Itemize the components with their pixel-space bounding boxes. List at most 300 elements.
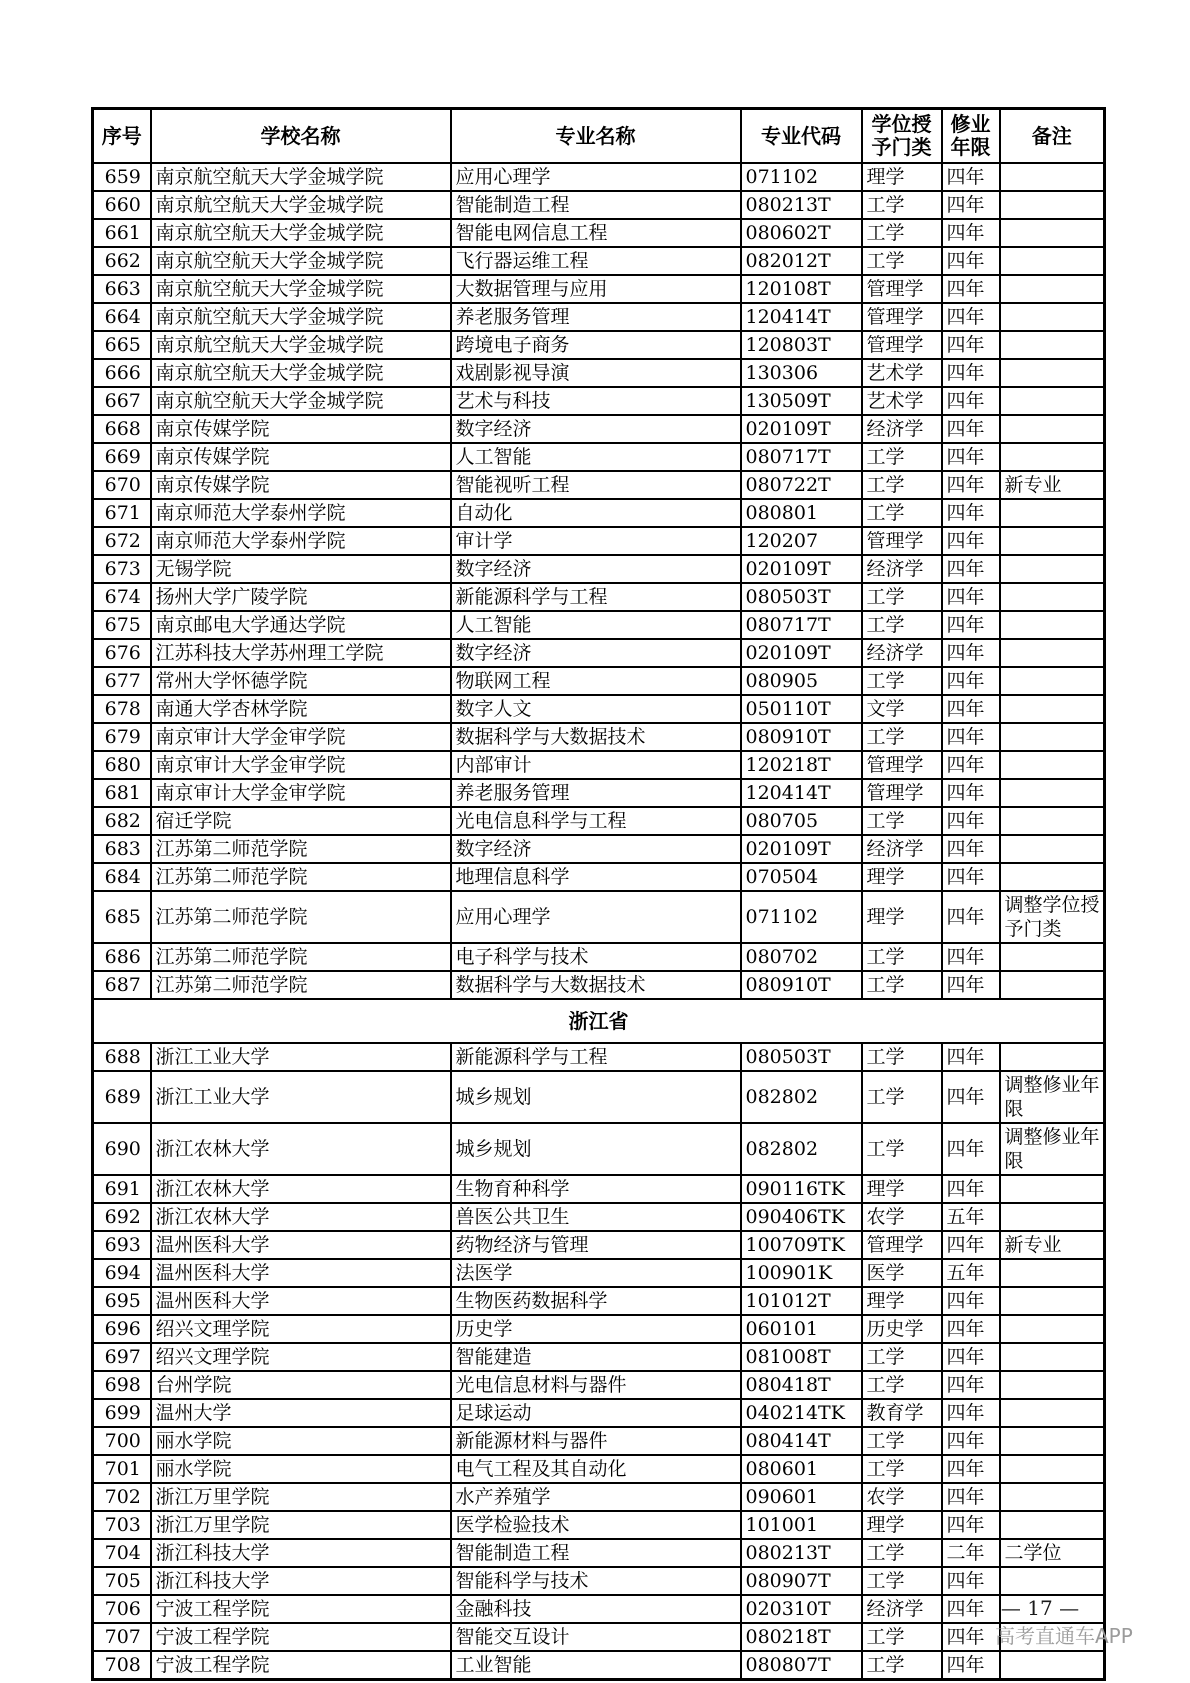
cell-school: 浙江万里学院 [151, 1511, 451, 1539]
cell-years: 四年 [942, 415, 1000, 443]
table-row [93, 163, 1105, 191]
table-row [93, 1623, 1105, 1651]
cell-no: 697 [93, 1343, 151, 1371]
cell-degree: 工学 [862, 247, 942, 275]
cell-no: 695 [93, 1287, 151, 1315]
cell-no: 673 [93, 555, 151, 583]
cell-school: 浙江农林大学 [151, 1123, 451, 1175]
table-row [93, 359, 1105, 387]
cell-note: 调整修业年限 [1000, 1071, 1105, 1123]
cell-no: 705 [93, 1567, 151, 1595]
cell-major: 新能源科学与工程 [451, 583, 741, 611]
cell-no: 701 [93, 1455, 151, 1483]
cell-major: 数据科学与大数据技术 [451, 723, 741, 751]
cell-no: 694 [93, 1259, 151, 1287]
table-row [93, 971, 1105, 999]
cell-school: 无锡学院 [151, 555, 451, 583]
cell-years: 四年 [942, 779, 1000, 807]
cell-note [1000, 971, 1105, 999]
cell-degree: 工学 [862, 1623, 942, 1651]
cell-no: 704 [93, 1539, 151, 1567]
cell-school: 宁波工程学院 [151, 1623, 451, 1651]
cell-note [1000, 191, 1105, 219]
cell-no: 675 [93, 611, 151, 639]
table-row [93, 527, 1105, 555]
cell-years: 四年 [942, 191, 1000, 219]
cell-degree: 理学 [862, 1287, 942, 1315]
cell-code: 080213T [741, 191, 862, 219]
table-row [93, 723, 1105, 751]
cell-major: 药物经济与管理 [451, 1231, 741, 1259]
cell-no: 659 [93, 163, 151, 191]
table-row [93, 667, 1105, 695]
cell-school: 江苏第二师范学院 [151, 835, 451, 863]
cell-code: 082802 [741, 1071, 862, 1123]
cell-major: 内部审计 [451, 751, 741, 779]
cell-code: 130509T [741, 387, 862, 415]
cell-degree: 工学 [862, 1071, 942, 1123]
cell-note [1000, 1455, 1105, 1483]
cell-years: 四年 [942, 611, 1000, 639]
cell-no: 684 [93, 863, 151, 891]
cell-code: 020109T [741, 555, 862, 583]
cell-code: 020109T [741, 835, 862, 863]
cell-years: 四年 [942, 723, 1000, 751]
cell-school: 南京航空航天大学金城学院 [151, 387, 451, 415]
cell-degree: 管理学 [862, 1231, 942, 1259]
cell-major: 智能电网信息工程 [451, 219, 741, 247]
cell-years: 四年 [942, 443, 1000, 471]
table-row [93, 583, 1105, 611]
cell-code: 080705 [741, 807, 862, 835]
cell-note [1000, 1343, 1105, 1371]
cell-major: 电子科学与技术 [451, 943, 741, 971]
cell-school: 温州医科大学 [151, 1231, 451, 1259]
cell-no: 680 [93, 751, 151, 779]
cell-degree: 历史学 [862, 1315, 942, 1343]
cell-years: 四年 [942, 1123, 1000, 1175]
cell-note [1000, 1399, 1105, 1427]
cell-major: 电气工程及其自动化 [451, 1455, 741, 1483]
cell-school: 江苏第二师范学院 [151, 891, 451, 943]
cell-code: 080213T [741, 1539, 862, 1567]
cell-no: 667 [93, 387, 151, 415]
cell-degree: 工学 [862, 443, 942, 471]
cell-major: 医学检验技术 [451, 1511, 741, 1539]
cell-major: 工业智能 [451, 1651, 741, 1680]
table-body [93, 163, 1105, 1680]
cell-major: 数字经济 [451, 835, 741, 863]
cell-code: 090116TK [741, 1175, 862, 1203]
cell-no: 679 [93, 723, 151, 751]
cell-note [1000, 415, 1105, 443]
cell-degree: 工学 [862, 1043, 942, 1071]
cell-degree: 工学 [862, 219, 942, 247]
cell-degree: 工学 [862, 807, 942, 835]
cell-note [1000, 555, 1105, 583]
cell-degree: 工学 [862, 583, 942, 611]
cell-school: 南京航空航天大学金城学院 [151, 331, 451, 359]
cell-school: 南京航空航天大学金城学院 [151, 163, 451, 191]
cell-major: 城乡规划 [451, 1071, 741, 1123]
table-row [93, 779, 1105, 807]
cell-school: 南京航空航天大学金城学院 [151, 303, 451, 331]
cell-degree: 理学 [862, 163, 942, 191]
table-row [93, 751, 1105, 779]
table-row [93, 1231, 1105, 1259]
cell-no: 668 [93, 415, 151, 443]
watermark: 高考直通车APP [995, 1624, 1133, 1648]
cell-code: 080801 [741, 499, 862, 527]
cell-no: 689 [93, 1071, 151, 1123]
cell-school: 浙江科技大学 [151, 1539, 451, 1567]
cell-major: 水产养殖学 [451, 1483, 741, 1511]
cell-major: 数字经济 [451, 639, 741, 667]
table-row [93, 1259, 1105, 1287]
table-row [93, 943, 1105, 971]
cell-school: 宿迁学院 [151, 807, 451, 835]
cell-note [1000, 583, 1105, 611]
cell-years: 四年 [942, 751, 1000, 779]
cell-code: 101001 [741, 1511, 862, 1539]
cell-degree: 工学 [862, 611, 942, 639]
cell-note [1000, 1175, 1105, 1203]
cell-degree: 管理学 [862, 751, 942, 779]
table-row [93, 891, 1105, 943]
header-major: 专业名称 [451, 109, 741, 164]
cell-no: 665 [93, 331, 151, 359]
cell-no: 687 [93, 971, 151, 999]
cell-years: 四年 [942, 807, 1000, 835]
cell-degree: 工学 [862, 1651, 942, 1680]
cell-school: 南京师范大学泰州学院 [151, 527, 451, 555]
table-header [93, 109, 1105, 164]
cell-degree: 工学 [862, 1427, 942, 1455]
header-years: 修业年限 [942, 109, 1000, 164]
table-row [93, 1343, 1105, 1371]
cell-degree: 文学 [862, 695, 942, 723]
cell-school: 南京传媒学院 [151, 471, 451, 499]
cell-years: 四年 [942, 275, 1000, 303]
table-row [93, 835, 1105, 863]
cell-school: 南京航空航天大学金城学院 [151, 359, 451, 387]
cell-note: 新专业 [1000, 1231, 1105, 1259]
table-row [93, 471, 1105, 499]
cell-years: 四年 [942, 1071, 1000, 1123]
table-row [93, 1595, 1105, 1623]
cell-no: 677 [93, 667, 151, 695]
cell-school: 江苏科技大学苏州理工学院 [151, 639, 451, 667]
cell-code: 080503T [741, 583, 862, 611]
cell-degree: 管理学 [862, 331, 942, 359]
cell-major: 城乡规划 [451, 1123, 741, 1175]
cell-years: 四年 [942, 1287, 1000, 1315]
cell-school: 江苏第二师范学院 [151, 863, 451, 891]
table-row [93, 639, 1105, 667]
cell-degree: 工学 [862, 971, 942, 999]
cell-major: 人工智能 [451, 611, 741, 639]
cell-degree: 经济学 [862, 835, 942, 863]
cell-school: 南京审计大学金审学院 [151, 723, 451, 751]
cell-degree: 经济学 [862, 639, 942, 667]
cell-major: 智能交互设计 [451, 1623, 741, 1651]
cell-note [1000, 863, 1105, 891]
cell-major: 数据科学与大数据技术 [451, 971, 741, 999]
cell-degree: 理学 [862, 1511, 942, 1539]
cell-degree: 理学 [862, 863, 942, 891]
cell-note [1000, 1203, 1105, 1231]
cell-school: 南京审计大学金审学院 [151, 779, 451, 807]
cell-degree: 工学 [862, 471, 942, 499]
cell-code: 020109T [741, 639, 862, 667]
table-row [93, 1371, 1105, 1399]
cell-code: 080907T [741, 1567, 862, 1595]
cell-school: 浙江工业大学 [151, 1043, 451, 1071]
cell-note [1000, 667, 1105, 695]
cell-major: 智能视听工程 [451, 471, 741, 499]
cell-degree: 工学 [862, 1371, 942, 1399]
table-row [93, 1399, 1105, 1427]
cell-years: 四年 [942, 891, 1000, 943]
cell-code: 090601 [741, 1483, 862, 1511]
cell-no: 693 [93, 1231, 151, 1259]
cell-no: 678 [93, 695, 151, 723]
cell-note [1000, 163, 1105, 191]
cell-no: 690 [93, 1123, 151, 1175]
cell-no: 664 [93, 303, 151, 331]
table-row [93, 1287, 1105, 1315]
cell-degree: 艺术学 [862, 359, 942, 387]
cell-no: 692 [93, 1203, 151, 1231]
cell-school: 温州医科大学 [151, 1259, 451, 1287]
cell-degree: 工学 [862, 1455, 942, 1483]
cell-years: 四年 [942, 1175, 1000, 1203]
table-row [93, 415, 1105, 443]
cell-years: 四年 [942, 1231, 1000, 1259]
cell-school: 丽水学院 [151, 1427, 451, 1455]
cell-no: 674 [93, 583, 151, 611]
cell-major: 审计学 [451, 527, 741, 555]
cell-code: 080702 [741, 943, 862, 971]
table-row [93, 1455, 1105, 1483]
cell-major: 兽医公共卫生 [451, 1203, 741, 1231]
cell-years: 四年 [942, 1595, 1000, 1623]
cell-no: 698 [93, 1371, 151, 1399]
header-note: 备注 [1000, 109, 1105, 164]
cell-code: 071102 [741, 163, 862, 191]
table-row [93, 443, 1105, 471]
cell-code: 080601 [741, 1455, 862, 1483]
cell-degree: 管理学 [862, 527, 942, 555]
cell-years: 四年 [942, 1511, 1000, 1539]
table-row [93, 1539, 1105, 1567]
cell-note [1000, 1371, 1105, 1399]
cell-years: 四年 [942, 1399, 1000, 1427]
cell-major: 戏剧影视导演 [451, 359, 741, 387]
cell-degree: 管理学 [862, 779, 942, 807]
cell-years: 四年 [942, 835, 1000, 863]
cell-no: 696 [93, 1315, 151, 1343]
cell-no: 671 [93, 499, 151, 527]
cell-years: 四年 [942, 863, 1000, 891]
cell-no: 688 [93, 1043, 151, 1071]
cell-code: 040214TK [741, 1399, 862, 1427]
table-row [93, 247, 1105, 275]
cell-years: 四年 [942, 1623, 1000, 1651]
cell-code: 080910T [741, 971, 862, 999]
cell-major: 金融科技 [451, 1595, 741, 1623]
cell-code: 100709TK [741, 1231, 862, 1259]
cell-school: 温州大学 [151, 1399, 451, 1427]
cell-school: 宁波工程学院 [151, 1595, 451, 1623]
cell-school: 宁波工程学院 [151, 1651, 451, 1680]
cell-years: 四年 [942, 639, 1000, 667]
cell-years: 四年 [942, 527, 1000, 555]
cell-no: 700 [93, 1427, 151, 1455]
cell-years: 四年 [942, 359, 1000, 387]
cell-note [1000, 1483, 1105, 1511]
section-row [93, 999, 1105, 1043]
cell-note [1000, 943, 1105, 971]
cell-code: 090406TK [741, 1203, 862, 1231]
cell-code: 082012T [741, 247, 862, 275]
cell-code: 130306 [741, 359, 862, 387]
cell-note [1000, 779, 1105, 807]
cell-major: 养老服务管理 [451, 303, 741, 331]
cell-no: 691 [93, 1175, 151, 1203]
table-row [93, 331, 1105, 359]
majors-table [91, 107, 1106, 1681]
table-row [93, 807, 1105, 835]
table-row [93, 1511, 1105, 1539]
cell-years: 四年 [942, 331, 1000, 359]
cell-code: 080602T [741, 219, 862, 247]
cell-no: 682 [93, 807, 151, 835]
cell-no: 686 [93, 943, 151, 971]
cell-code: 120218T [741, 751, 862, 779]
table-row [93, 1043, 1105, 1071]
table-row [93, 1567, 1105, 1595]
cell-major: 智能建造 [451, 1343, 741, 1371]
cell-note [1000, 275, 1105, 303]
cell-no: 683 [93, 835, 151, 863]
cell-degree: 艺术学 [862, 387, 942, 415]
cell-school: 浙江科技大学 [151, 1567, 451, 1595]
cell-code: 080910T [741, 723, 862, 751]
cell-note [1000, 1427, 1105, 1455]
cell-note [1000, 1651, 1105, 1680]
cell-degree: 经济学 [862, 555, 942, 583]
cell-no: 699 [93, 1399, 151, 1427]
cell-note [1000, 219, 1105, 247]
cell-no: 660 [93, 191, 151, 219]
header-no: 序号 [93, 109, 151, 164]
cell-no: 706 [93, 1595, 151, 1623]
cell-note [1000, 499, 1105, 527]
cell-code: 050110T [741, 695, 862, 723]
cell-major: 数字人文 [451, 695, 741, 723]
table-row [93, 1483, 1105, 1511]
header-school: 学校名称 [151, 109, 451, 164]
header-degree: 学位授予门类 [862, 109, 942, 164]
cell-code: 100901K [741, 1259, 862, 1287]
cell-years: 四年 [942, 1651, 1000, 1680]
cell-note [1000, 807, 1105, 835]
cell-years: 四年 [942, 471, 1000, 499]
cell-no: 681 [93, 779, 151, 807]
cell-years: 四年 [942, 1343, 1000, 1371]
cell-major: 数字经济 [451, 555, 741, 583]
cell-major: 跨境电子商务 [451, 331, 741, 359]
table-row [93, 863, 1105, 891]
cell-note [1000, 387, 1105, 415]
cell-no: 666 [93, 359, 151, 387]
cell-major: 应用心理学 [451, 163, 741, 191]
cell-school: 南京传媒学院 [151, 443, 451, 471]
cell-school: 浙江万里学院 [151, 1483, 451, 1511]
cell-degree: 经济学 [862, 415, 942, 443]
cell-school: 丽水学院 [151, 1455, 451, 1483]
cell-degree: 教育学 [862, 1399, 942, 1427]
cell-no: 669 [93, 443, 151, 471]
cell-degree: 工学 [862, 1343, 942, 1371]
cell-note [1000, 639, 1105, 667]
table-row [93, 611, 1105, 639]
header-code: 专业代码 [741, 109, 862, 164]
table-row [93, 1315, 1105, 1343]
cell-years: 四年 [942, 555, 1000, 583]
cell-note [1000, 611, 1105, 639]
cell-code: 081008T [741, 1343, 862, 1371]
cell-degree: 工学 [862, 723, 942, 751]
cell-major: 数字经济 [451, 415, 741, 443]
cell-code: 082802 [741, 1123, 862, 1175]
cell-no: 663 [93, 275, 151, 303]
cell-school: 温州医科大学 [151, 1287, 451, 1315]
cell-years: 四年 [942, 163, 1000, 191]
cell-years: 四年 [942, 219, 1000, 247]
cell-no: 676 [93, 639, 151, 667]
cell-years: 四年 [942, 1455, 1000, 1483]
cell-school: 台州学院 [151, 1371, 451, 1399]
cell-no: 661 [93, 219, 151, 247]
cell-school: 南京航空航天大学金城学院 [151, 275, 451, 303]
cell-major: 生物医药数据科学 [451, 1287, 741, 1315]
cell-major: 生物育种科学 [451, 1175, 741, 1203]
cell-major: 大数据管理与应用 [451, 275, 741, 303]
cell-degree: 工学 [862, 1539, 942, 1567]
table-row [93, 191, 1105, 219]
cell-school: 南京邮电大学通达学院 [151, 611, 451, 639]
cell-major: 历史学 [451, 1315, 741, 1343]
cell-no: 708 [93, 1651, 151, 1680]
cell-degree: 医学 [862, 1259, 942, 1287]
table-row [93, 1123, 1105, 1175]
cell-major: 智能制造工程 [451, 191, 741, 219]
cell-major: 新能源科学与工程 [451, 1043, 741, 1071]
cell-degree: 管理学 [862, 303, 942, 331]
cell-code: 080722T [741, 471, 862, 499]
cell-code: 020310T [741, 1595, 862, 1623]
section-label: 浙江省 [93, 999, 1105, 1043]
cell-code: 120414T [741, 779, 862, 807]
cell-no: 707 [93, 1623, 151, 1651]
cell-years: 四年 [942, 303, 1000, 331]
cell-code: 120414T [741, 303, 862, 331]
table-row [93, 1203, 1105, 1231]
cell-code: 080503T [741, 1043, 862, 1071]
cell-major: 养老服务管理 [451, 779, 741, 807]
